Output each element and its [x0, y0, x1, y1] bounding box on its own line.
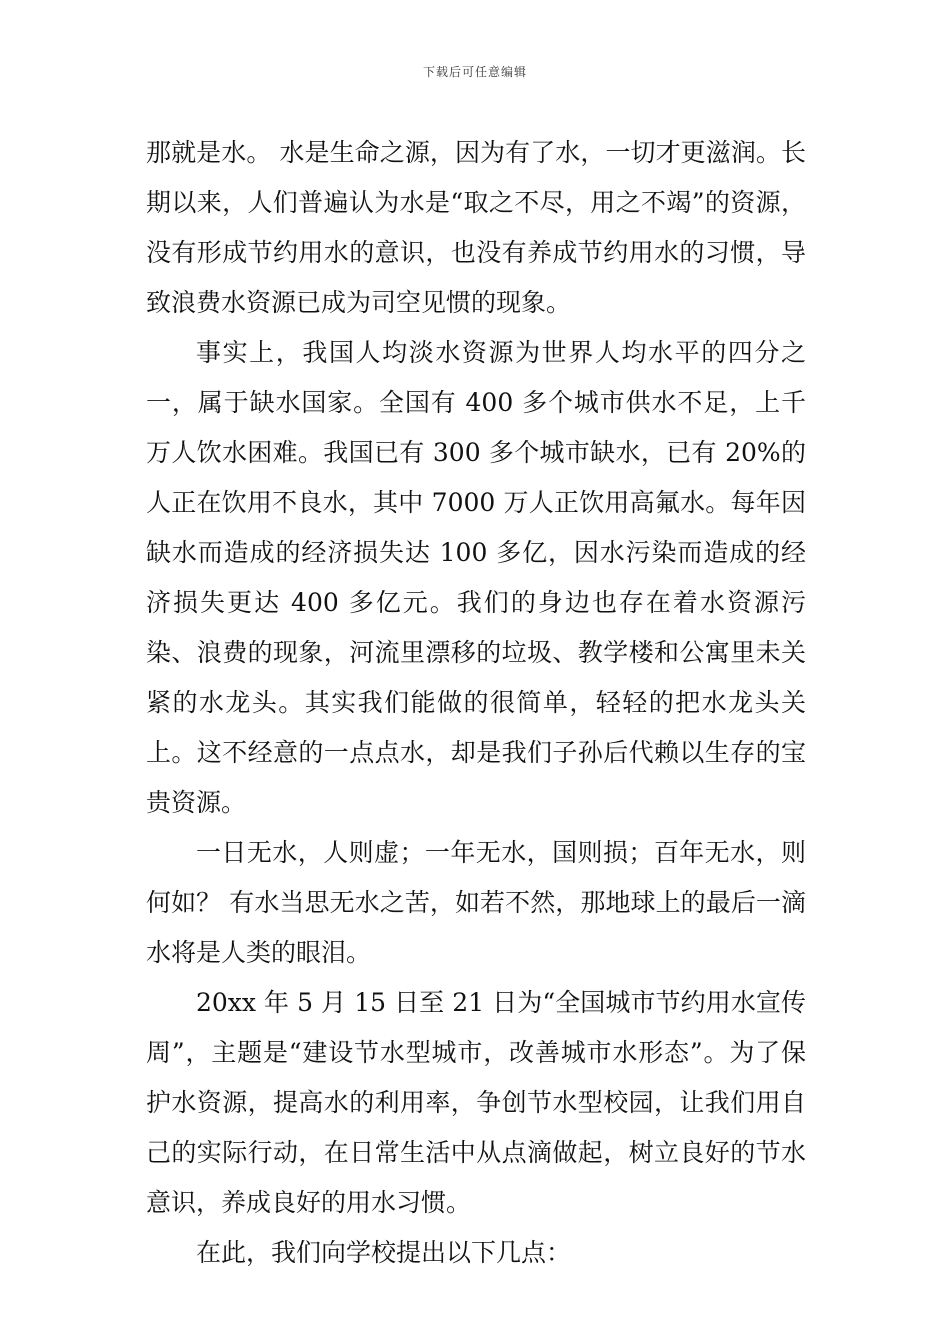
page-header: 下载后可任意编辑 — [422, 65, 527, 79]
paragraph-5: 在此，我们向学校提出以下几点： — [196, 1238, 572, 1267]
document-body — [146, 128, 806, 1278]
paragraph-4: 20xx 年 5 月 15 日至 21 日为“全国城市节约用水宣传周”，主题是“建设节水型城市，改善城市水形态”。为了保护水资源，提高水的利用率，争创节水型校园，让我们用自己的实际行动，在日常生活中从点滴做起，树立良好的节水意识，养成良好的用水习惯。 — [146, 988, 806, 1217]
paragraph-3: 一日无水，人则虚；一年无水，国则损；百年无水，则何如？ 有水当思无水之苦，如若不然，那地球上的最后一滴水将是人类的眼泪。 — [146, 838, 806, 967]
paragraph-1: 那就是水。 水是生命之源，因为有了水，一切才更滋润。长期以来，人们普遍认为水是“取之不尽，用之不竭”的资源，没有形成节约用水的意识，也没有养成节约用水的习惯，导致浪费水资源已成为司空见惯的现象。 — [146, 138, 806, 317]
paragraph-2: 事实上，我国人均淡水资源为世界人均水平的四分之一，属于缺水国家。全国有 400 多个城市供水不足，上千万人饮水困难。我国已有 300 多个城市缺水，已有 20%的人正在饮用不良水，其中 7000 万人正饮用高氟水。每年因缺水而造成的经济损失达 100 多亿，因水污染而造成的经济损失更达 400 多亿元。我们的身边也存在着水资源污染、浪费的现象，河流里漂移的垃圾、教学楼和公寓里未关紧的水龙头。其实我们能做的很简单，轻轻的把水龙头关上。这不经意的一点点水，却是我们子孙后代赖以生存的宝贵资源。 — [146, 338, 806, 817]
